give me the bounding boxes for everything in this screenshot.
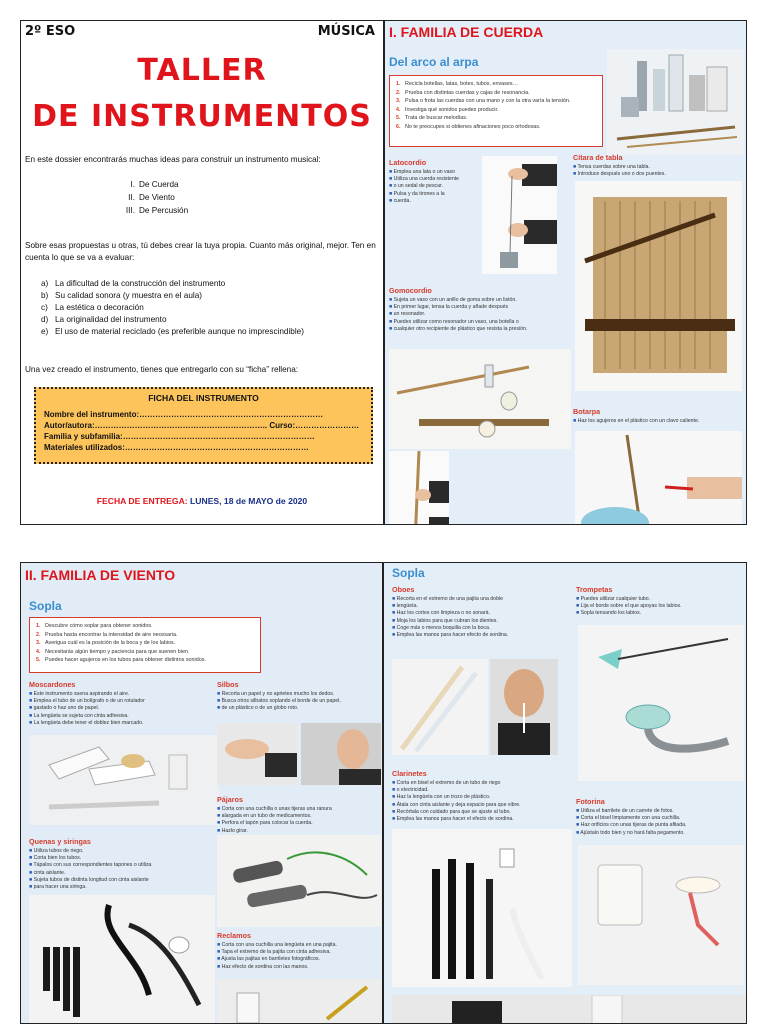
step-item: 3. Pulsa o frota las cuerdas con una mano y con la otra varía la tensión. <box>396 98 571 105</box>
criteria-item: e) El uso de material reciclado (es preferible aunque no imprescindible) <box>41 327 304 336</box>
step-item: 4. Necesitarás algún tiempo y paciencia para que suenen bien. <box>36 648 190 655</box>
form-title: FICHA DEL INSTRUMENTO <box>148 393 259 403</box>
subject-label: MÚSICA <box>317 24 375 39</box>
page-title-line1: TALLER <box>137 53 267 88</box>
quenas-title: Quenas y siringas <box>29 837 91 846</box>
clarinetes-title: Clarinetes <box>392 769 427 778</box>
gomocordio-title: Gomocordio <box>389 286 432 295</box>
steps-box <box>29 617 261 673</box>
moscardones-list: ■ Este instrumento suena aspirando el aire. ■ Emplea el tubo de un bolígrafo o de un rotulador ■ gastado o haz uno de papel. ■ La lengüeta se sujeta con cinta adhesiva. ■ La lengüeta debe tener el doblez bien marcado. <box>29 691 145 727</box>
silbos-list: ■ Recorta un papel y no aprietes mucho los dedos. ■ Busca otros silbatos soplando el borde de un papel, ■ de un plástico o de un globo roto. <box>217 691 341 713</box>
form-field-materials: Materiales utilizados:…………………………………………………………… <box>44 443 309 452</box>
citara-title: Cítara de tabla <box>573 153 623 162</box>
reclamos-list: ■ Corta con una cuchilla una lengüeta en una pajita. ■ Tapa el extremo de la pajita con cinta adhesiva. ■ Ajusta las pajitas en barriletes fotográficos. ■ Haz efecto de sordina con las manos. <box>217 942 337 971</box>
family-item: II. De Viento <box>128 193 175 202</box>
step-item: 2. Prueba hasta encontrar la intensidad de aire necesaria. <box>36 631 178 638</box>
fotorina-list: ■ Utiliza el barrilete de un carrete de fotos. ■ Corta el bisel limpiamente con una cuchilla. ■ Haz orificios con unas tijeras de punta afilada. ■ Ajústalo todo bien y no hará falta pegamento. <box>576 808 686 837</box>
form-field-family: Familia y subfamilia:……………………………………………………………… <box>44 432 315 441</box>
fotorina-title: Fotorina <box>576 797 605 806</box>
section-title: Del arco al arpa <box>389 55 479 69</box>
criteria-list <box>41 278 304 338</box>
step-item: 4. Investiga qué sonidos puedes producir. <box>396 106 499 113</box>
latocordio-list: ■ Emplea una lata o un vaso ■ Utiliza una cuerda resistente ■ o un sedal de pescar. ■ Pulsa y da tirones a la ■ cuerda. <box>389 169 459 205</box>
trompetas-list: ■ Puedes utilizar cualquier tubo. ■ Lija el borde sobre el que apoyas los labios. ■ Sopla tensando los labios. <box>576 596 682 618</box>
intro-text: En este dossier encontrarás muchas ideas para construir un instrumento musical: <box>25 155 321 164</box>
grade-label: 2º ESO <box>25 24 76 39</box>
wind-instruments-page <box>383 562 747 1024</box>
gomocordio-list: ■ Sujeta un vaso con un anillo de goma sobre un listón. ■ En primer lugar, tensa la cuerda y añade después ■ un resonador. ■ Puedes utilizar como resonador un vaso, una botella o ■ cualquier otro recipiente de plástico que resista la presión. <box>389 297 527 333</box>
oboes-player-photo <box>490 659 558 755</box>
proposal-text: Sobre esas propuestas u otras, tú debes crear la tuya propia. Cuanto más original, mejor. Ten en cuenta lo que se va a evaluar: <box>25 241 376 262</box>
instrument-form <box>34 387 373 464</box>
latocordio-photo <box>482 156 557 274</box>
trompetas-title: Trompetas <box>576 585 613 594</box>
step-item: 5. Trata de buscar melodías. <box>396 115 468 122</box>
clarinetes-list: ■ Corta en bisel el extremo de un tubo de riego ■ o electricidad. ■ Haz la lengüeta con un trozo de plástico. ■ Átala con cinta aislante y deja espacio para que vibre. ■ Recórtala con cuidado para que se ajuste al tubo. ■ Emplea las manos para hacer el efecto de sordina. <box>392 780 521 823</box>
reclamos-photo <box>217 979 381 1023</box>
bottom-strip-photo <box>392 995 747 1024</box>
section-title: Sopla <box>392 566 425 580</box>
silbos-face-photo <box>301 723 381 785</box>
family-item: III. De Percusión <box>125 206 189 215</box>
family-title: II. FAMILIA DE VIENTO <box>25 567 176 583</box>
quenas-photo <box>29 895 215 1023</box>
criteria-item: b) Su calidad sonora (y muestra en el aula) <box>41 291 202 300</box>
fotorina-photo <box>578 845 744 985</box>
criteria-item: c) La estética o decoración <box>41 303 144 312</box>
botarpa-photo <box>575 431 742 525</box>
criteria-item: a) La dificultad de la construcción del instrumento <box>41 279 226 288</box>
pajaros-photo <box>217 835 381 927</box>
latocordio-title: Latocordio <box>389 158 427 167</box>
gomocordio-photo <box>389 349 571 449</box>
pajaros-title: Pájaros <box>217 795 243 804</box>
clarinetes-photo <box>392 829 572 987</box>
step-item: 1. Descubre cómo soplar para obtener sonidos. <box>36 623 153 629</box>
wind-family-page <box>20 562 383 1024</box>
moscardones-photo <box>29 735 219 825</box>
recycled-materials-photo <box>607 49 744 155</box>
botarpa-title: Botarpa <box>573 407 601 416</box>
family-title: I. FAMILIA DE CUERDA <box>389 24 544 40</box>
delivery-date: FECHA DE ENTREGA: LUNES, 18 de MAYO de 2020 <box>96 496 308 506</box>
moscardones-title: Moscardones <box>29 680 76 689</box>
page-title-line2: DE INSTRUMENTOS <box>32 99 372 134</box>
oboes-list: ■ Recorta en el extremo de una pajita una doble ■ lengüeta. ■ Haz los cortes con limpieza o no sonará. ■ Moja los labios para que cubran los dientes. ■ Coge más o menos boquilla con la boca. ■ Emplea las manos para hacer efecto de sordina. <box>392 596 508 639</box>
step-item: 3. Averigua cuál es la posición de la boca y de los labios. <box>36 640 176 647</box>
step-item: 6. No te preocupes si obtienes afinaciones poco ortodoxas. <box>396 123 541 130</box>
section-title: Sopla <box>29 599 62 613</box>
steps-box <box>389 75 603 147</box>
oboes-straws-photo <box>392 659 488 755</box>
submission-note: Una vez creado el instrumento, tienes que entregarlo con su “ficha” rellena: <box>25 365 299 374</box>
citara-photo <box>575 181 742 391</box>
oboes-title: Oboes <box>392 585 415 594</box>
families-list <box>117 178 188 217</box>
silbos-hand-photo <box>217 723 297 785</box>
citara-list: ■ Tensa cuerdas sobre una tabla. ■ Introduce después uno o dos puentes. <box>573 164 666 178</box>
criteria-item: d) La originalidad del instrumento <box>41 315 167 324</box>
silbos-title: Silbos <box>217 680 239 689</box>
trompetas-photo <box>578 625 744 781</box>
string-family-page <box>384 20 747 525</box>
step-item: 5. Puedes hacer agujeros en los tubos para obtener distintos sonidos. <box>36 657 206 664</box>
form-field-author: Autor/autora:……………………………………………………….. Curso:…………………… <box>44 421 360 430</box>
reclamos-title: Reclamos <box>217 931 251 940</box>
form-field-name: Nombre del instrumento:…………………………………………………………… <box>44 410 324 419</box>
family-item: I. De Cuerda <box>130 180 179 189</box>
step-item: 1. Recicla botellas, latas, botes, tubos, envases… <box>396 81 518 87</box>
quenas-list: ■ Utiliza tubos de riego. ■ Corta bien los tubos. ■ Tápalos con sus correspondientes tapones o utiliza ■ cinta aislante. ■ Sujeta tubos de distinta longitud con cinta aislante ■ para hacer una siringa. <box>29 848 151 891</box>
cover-page <box>20 20 384 525</box>
pajaros-list: ■ Corta con una cuchilla o unas tijeras una ranura ■ alargada en un tubo de medicamentos. ■ Perfora el tapón para colocar la cuerda. ■ Hazlo girar. <box>217 806 332 835</box>
step-item: 2. Prueba con distintas cuerdas y cajas de resonancia. <box>396 89 530 96</box>
botarpa-list: ■ Haz los agujeros en el plástico con un clavo caliente. <box>573 418 699 425</box>
gomocordio-detail-photo <box>389 451 449 525</box>
